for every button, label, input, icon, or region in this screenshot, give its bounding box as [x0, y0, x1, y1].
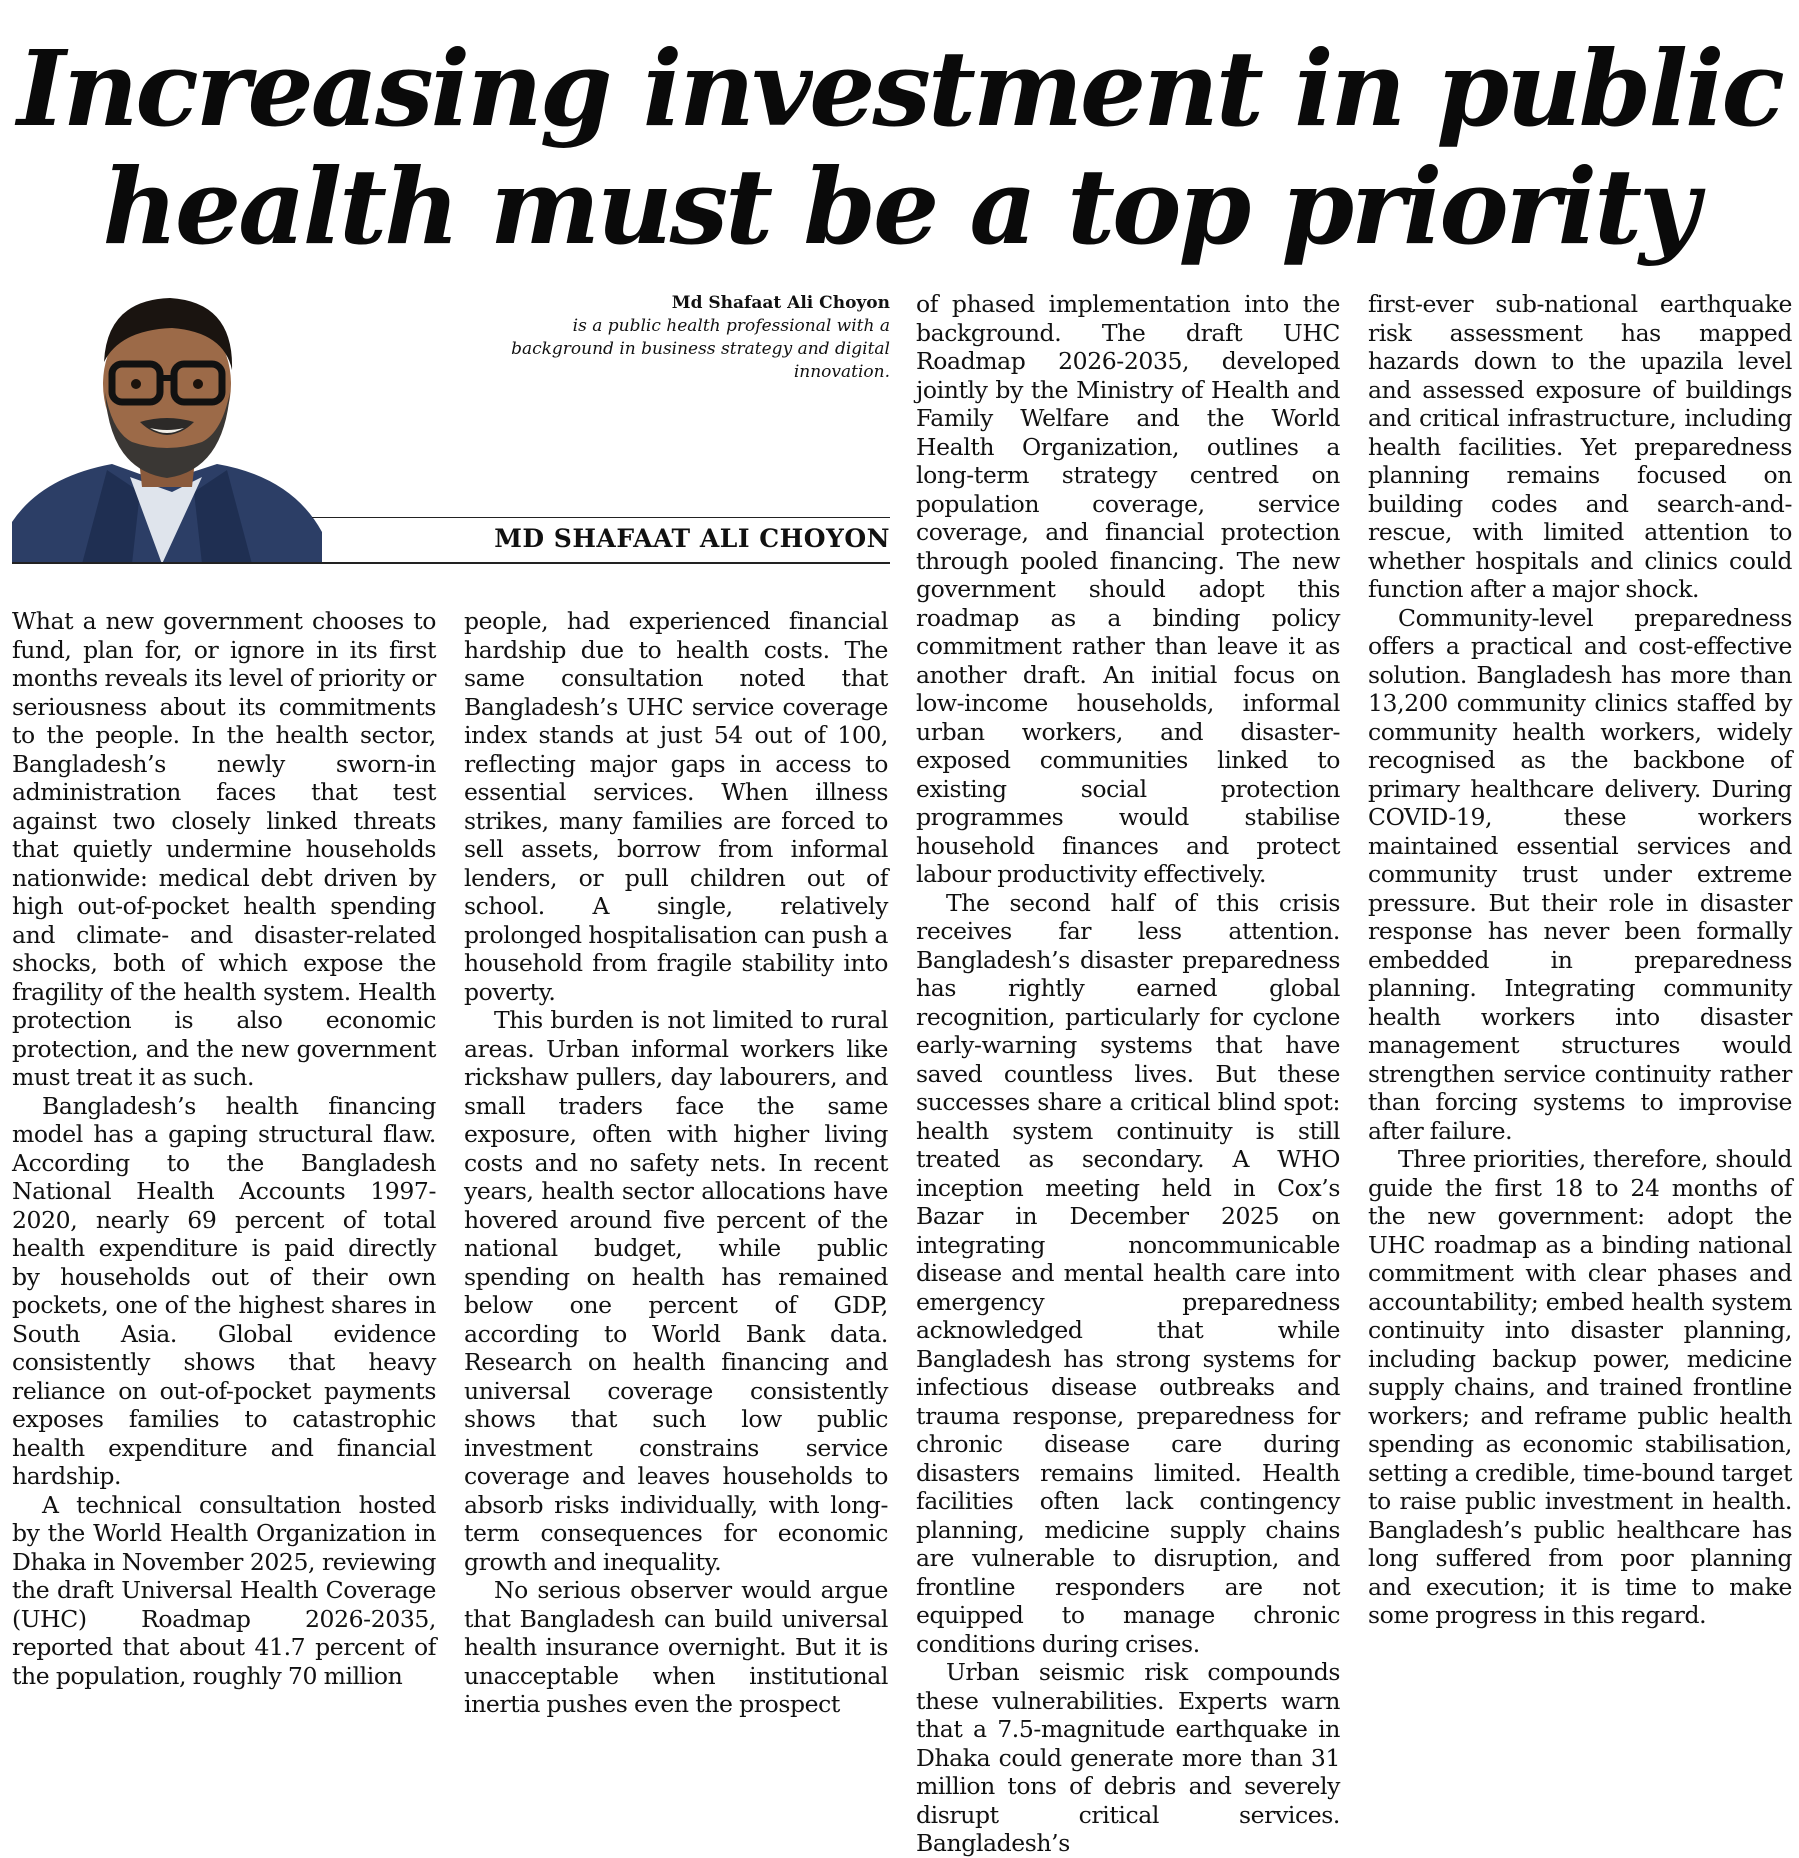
paragraph: Three priorities, therefore, should guide the first 18 to 24 months of the new government: adopt the UHC roadmap as a binding national commitment with clear phases and accountability; embed health system continuity into disaster planning, including backup power, medicine supply chains, and trained frontline workers; and reframe public health spending as economic stabilisation, setting a credible, time-bound target to raise public investment in health. Bangladesh’s public healthcare has long suffered from poor planning and execution; it is time to make some progress in this regard. [1368, 1145, 1792, 1629]
paragraph: Urban seismic risk compounds these vulnerabilities. Experts warn that a 7.5-magnitude earthquake in Dhaka could generate more than 31 million tons of debris and severely disrupt critical services. Bangladesh’s [916, 1658, 1340, 1857]
author-block [12, 292, 890, 564]
paragraph: Community-level preparedness offers a practical and cost-effective solution. Bangladesh has more than 13,200 community clinics staffed by community health workers, widely recognised as the backbone of primary healthcare delivery. During COVID-19, these workers maintained essential services and community trust under extreme pressure. But their role in disaster response has never been formally embedded in preparedness planning. Integrating community health workers into disaster management structures would strengthen service continuity rather than forcing systems to improvise after failure. [1368, 603, 1792, 1145]
byline-rule-bottom [12, 562, 890, 564]
author-bio-name: Md Shafaat Ali Choyon [671, 293, 890, 313]
paragraph: Bangladesh’s health financing model has a gaping structural flaw. According to the Bangladesh National Health Accounts 1997-2020, nearly 69 percent of total health expenditure is paid directly by households out of their own pockets, one of the highest shares in South Asia. Global evidence consistently shows that heavy reliance on out-of-pocket payments exposes families to catastrophic health expenditure and financial hardship. [12, 1091, 436, 1490]
author-bio-description: is a public health professional with a background in business strategy and digital innovation. [511, 316, 890, 382]
paragraph: No serious observer would argue that Bangladesh can build universal health insurance overnight. But it is unacceptable when institutional inertia pushes even the prospect [464, 1576, 888, 1718]
paragraph: What a new government chooses to fund, plan for, or ignore in its first months reveals its level of priority or seriousness about its commitments to the people. In the health sector, Bangladesh’s newly sworn-in administration faces that test against two closely linked threats that quietly undermine households nationwide: medical debt driven by high out-of-pocket health spending and climate- and disaster-related shocks, both of which expose the fragility of the health system. Health protection is also economic protection, and the new government must treat it as such. [12, 607, 436, 1091]
paragraph: The second half of this crisis receives far less attention. Bangladesh’s disaster preparedness has rightly earned global recognition, particularly for cyclone early-warning systems that have saved countless lives. But these successes share a critical blind spot: health system continuity is still treated as secondary. A WHO inception meeting held in Cox’s Bazar in December 2025 on integrating noncommunicable disease and mental health care into emergency preparedness acknowledged that while Bangladesh has strong systems for infectious disease outbreaks and trauma response, preparedness for chronic disease care during disasters remains limited. Health facilities often lack contingency planning, medicine supply chains are vulnerable to disruption, and frontline responders are not equipped to manage chronic conditions during crises. [916, 888, 1340, 1658]
headline-line-1: Increasing investment in public [17, 27, 1782, 150]
article-column-4 [1368, 290, 1792, 1630]
author-portrait [12, 292, 322, 564]
article-column-2 [464, 607, 888, 1719]
article-column-3 [916, 290, 1340, 1858]
paragraph: of phased implementation into the background. The draft UHC Roadmap 2026-2035, developed jointly by the Ministry of Health and Family Welfare and the World Health Organization, outlines a long-term strategy centred on population coverage, service coverage, and financial protection through pooled financing. The new government should adopt this roadmap as a binding policy commitment rather than leave it as another draft. An initial focus on low-income households, informal urban workers, and disaster-exposed communities linked to existing social protection programmes would stabilise household finances and protect labour productivity effectively. [916, 290, 1340, 888]
headline-line-2: health must be a top priority [102, 145, 1697, 268]
paragraph: A technical consultation hosted by the World Health Organization in Dhaka in November 2025, reviewing the draft Universal Health Coverage (UHC) Roadmap 2026-2035, reported that about 41.7 percent of the population, roughly 70 million [12, 1490, 436, 1690]
paragraph: first-ever sub-national earthquake risk assessment has mapped hazards down to the upazila level and assessed exposure of buildings and critical infrastructure, including health facilities. Yet preparedness planning remains focused on building codes and search-and-rescue, with limited attention to whether hospitals and clinics could function after a major shock. [1368, 290, 1792, 603]
paragraph: This burden is not limited to rural areas. Urban informal workers like rickshaw pullers, day labourers, and small traders face the same exposure, often with higher living costs and no safety nets. In recent years, health sector allocations have hovered around five percent of the national budget, while public spending on health has remained below one percent of GDP, according to World Bank data. Research on health financing and universal coverage consistently shows that such low public investment constrains service coverage and leaves households to absorb risks individually, with long-term consequences for economic growth and inequality. [464, 1006, 888, 1576]
byline: MD SHAFAAT ALI CHOYON [494, 524, 890, 553]
headline [0, 27, 1799, 268]
byline-rule-top [312, 517, 890, 518]
author-bio [470, 292, 890, 384]
paragraph: people, had experienced financial hardship due to health costs. The same consultation noted that Bangladesh’s UHC service coverage index stands at just 54 out of 100, reflecting major gaps in access to essential services. When illness strikes, many families are forced to sell assets, borrow from informal lenders, or pull children out of school. A single, relatively prolonged hospitalisation can push a household from fragile stability into poverty. [464, 607, 888, 1006]
article-column-1 [12, 607, 436, 1690]
